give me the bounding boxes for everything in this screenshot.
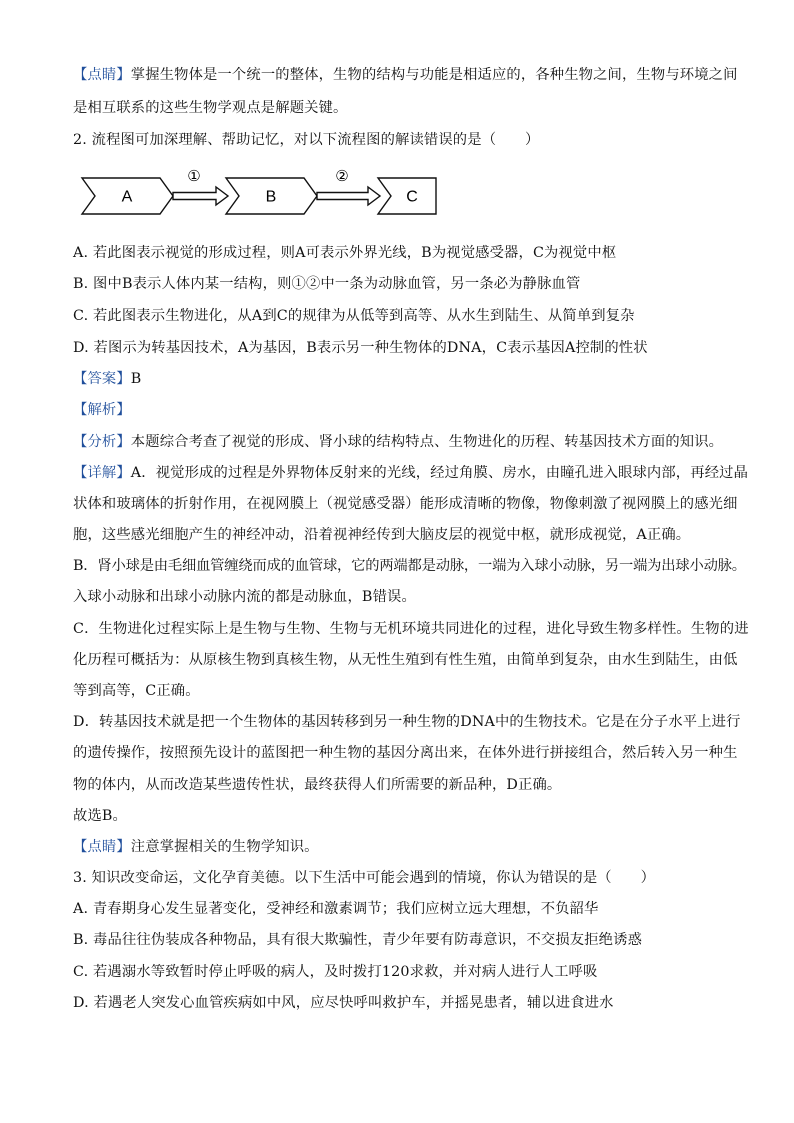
flow-node-c-label: C: [406, 188, 418, 206]
detail-a-line-1: 【详解】A．视觉形成的过程是外界物体反射来的光线，经过角膜、房水，由瞳孔进入眼球内部，再经过晶: [73, 465, 749, 481]
question-2-tip: 【点睛】注意掌握相关的生物学知识。: [73, 839, 319, 855]
question-3-option-d: D. 若遇老人突发心血管疾病如中风，应尽快呼叫救护车，并摇晃患者，辅以进食进水: [73, 995, 614, 1011]
question-3-stem: 3. 知识改变命运，文化孕育美德。以下生活中可能会遇到的情境，你认为错误的是（ ）: [73, 870, 656, 886]
flow-node-a-label: A: [121, 188, 133, 206]
detail-d-line-3: 物的体内，从而改造某些遗传性状，最终获得人们所需要的新品种，D正确。: [73, 777, 562, 793]
flowchart-diagram: [80, 166, 440, 226]
analysis-tag: 【分析】: [73, 434, 131, 450]
analysis-summary: 【分析】本题综合考查了视觉的形成、肾小球的结构特点、生物进化的历程、转基因技术方面的知识。: [73, 434, 724, 450]
question-3-option-a: A. 青春期身心发生显著变化，受神经和激素调节；我们应树立远大理想，不负韶华: [73, 901, 599, 917]
detail-d-line-2: 的遗传操作，按照预先设计的蓝图把一种生物的基因分离出来，在体外进行拼接组合，然后转入另一种生: [73, 745, 738, 761]
question-3-option-b: B. 毒品往往伪装成各种物品，具有很大欺骗性，青少年要有防毒意识，不交损友拒绝诱惑: [73, 932, 643, 948]
answer-value: B: [130, 371, 142, 387]
detail-b-line-2: 入球小动脉和出球小动脉内流的都是动脉血，B错误。: [73, 589, 416, 605]
flow-step-1-label: ①: [187, 168, 201, 185]
detail-c-line-1: C．生物进化过程实际上是生物与生物、生物与无机环境共同进化的过程，进化导致生物多样性。生物的进: [73, 621, 749, 637]
detail-d-line-1: D．转基因技术就是把一个生物体的基因转移到另一种生物的DNA中的生物技术。它是在分子水平上进行: [73, 714, 741, 730]
detail-b-line-1: B．肾小球是由毛细血管缠绕而成的血管球，它的两端都是动脉，一端为入球小动脉，另一端为出球小动脉。: [73, 558, 746, 574]
question-2-option-b: B. 图中B表示人体内某一结构，则①②中一条为动脉血管，另一条必为静脉血管: [73, 276, 581, 292]
question-2-answer: [73, 369, 733, 389]
tip-tag: 【点睛】: [73, 67, 131, 83]
detail-conclusion: 故选B。: [73, 808, 127, 824]
question-2-stem: 2. 流程图可加深理解、帮助记忆，对以下流程图的解读错误的是（ ）: [73, 132, 540, 148]
flow-arrow-1: [173, 187, 228, 205]
detail-c-line-2: 化历程可概括为：从原核生物到真核生物，从无性生殖到有性生殖，由简单到复杂，由水生到陆生，由低: [73, 652, 738, 668]
answer-tag: 【答案】: [73, 371, 131, 387]
question-3-option-c: C. 若遇溺水等致暂时停止呼吸的病人，及时拨打120求救，并对病人进行人工呼吸: [73, 964, 598, 980]
tip-tag: 【点睛】: [73, 839, 131, 855]
detail-a-line-2: 状体和玻璃体的折射作用，在视网膜上（视觉感受器）能形成清晰的物像，物像刺激了视网膜上的感光细: [73, 496, 738, 512]
question-2-option-c: C. 若此图表示生物进化，从A到C的规律为从低等到高等、从水生到陆生、从简单到复杂: [73, 308, 635, 324]
tip-paragraph-line-2: 是相互联系的这些生物学观点是解题关键。: [73, 100, 348, 116]
flow-step-2-label: ②: [335, 168, 349, 185]
detail-tag: 【详解】: [73, 465, 131, 481]
tip-paragraph-line-1: 【点睛】掌握生物体是一个统一的整体，生物的结构与功能是相适应的，各种生物之间，生物与环境之间: [73, 67, 738, 83]
analysis-heading: 【解析】: [73, 402, 131, 418]
question-2-option-a: A. 若此图表示视觉的形成过程，则A可表示外界光线，B为视觉感受器，C为视觉中枢: [73, 245, 617, 261]
detail-a-line-3: 胞，这些感光细胞产生的神经冲动，沿着视神经传到大脑皮层的视觉中枢，就形成视觉，A正确。: [73, 527, 691, 543]
detail-c-line-3: 等到高等，C正确。: [73, 683, 200, 699]
flow-arrow-2: [317, 187, 380, 205]
question-2-option-d: D. 若图示为转基因技术，A为基因，B表示另一种生物体的DNA，C表示基因A控制的性状: [73, 340, 648, 356]
flow-node-b-label: B: [265, 188, 277, 206]
